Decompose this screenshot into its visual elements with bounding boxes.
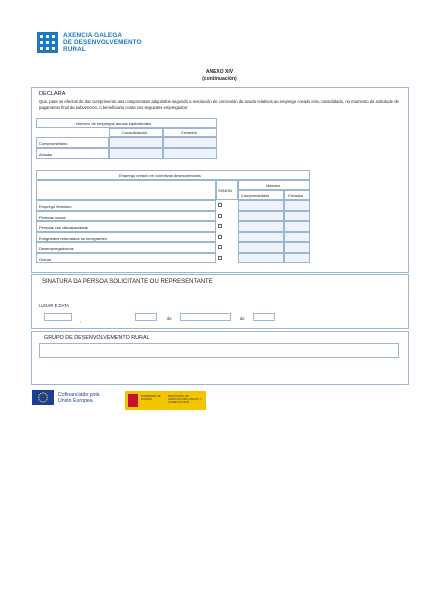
actuais-creacion-input[interactable] xyxy=(163,148,217,159)
de-label-2: de xyxy=(240,316,245,321)
table1-col2-label: Creación xyxy=(181,130,198,135)
table2-row1-label: Emprego feminino xyxy=(39,204,72,209)
declara-section xyxy=(31,87,409,273)
desempregados-checkbox[interactable] xyxy=(218,245,222,249)
spain-shield-icon xyxy=(128,394,138,407)
persoas-novas-creados-input[interactable] xyxy=(284,211,310,222)
galicia-emblem-icon xyxy=(37,32,58,53)
comprometidos-consolidacion-input[interactable] xyxy=(109,137,163,148)
desempregados-comprometidos-input[interactable] xyxy=(238,242,284,253)
table2-row5-label: Desempregados/as xyxy=(39,246,74,251)
eu-text: Cofinanciado pola Unión Europea xyxy=(58,391,100,404)
table2-row3-label: Persoas con discapacidade xyxy=(39,225,88,230)
es-text1: GOBIERNO DE ESPAÑA xyxy=(141,394,161,401)
annex-subtitle: (continuación) xyxy=(202,76,237,82)
table2-empty-head xyxy=(36,180,216,200)
outros-checkbox[interactable] xyxy=(218,256,222,260)
comprometidos-creacion-input[interactable] xyxy=(163,137,217,148)
emigrantes-comprometidos-input[interactable] xyxy=(238,232,284,243)
table2-col-comp-label: Comprometidos xyxy=(241,193,270,198)
persoas-novas-comprometidos-input[interactable] xyxy=(238,211,284,222)
annex-title: ANEXO XIV xyxy=(205,69,234,75)
table2-title: Emprego creado en colectivos desfavorecidos xyxy=(119,173,201,178)
desempregados-creados-input[interactable] xyxy=(284,242,310,253)
table2-row2-label: Persoas novas xyxy=(39,214,66,220)
actuais-consolidacion-input[interactable] xyxy=(109,148,163,159)
comma-separator: , xyxy=(80,318,82,323)
table1-row1-label: Comprometidos xyxy=(39,141,68,146)
group-section xyxy=(31,331,409,385)
outros-creados-input[interactable] xyxy=(284,253,310,264)
table1-col1-label: Consolidación xyxy=(122,130,148,135)
table2-row4-label: Emigrantes retornados ou inmigrantes xyxy=(39,235,107,241)
group-title: GRUPO DE DESENVOLVEMENTO RURAL xyxy=(44,335,150,341)
emprego-feminino-checkbox[interactable] xyxy=(218,203,222,207)
persoas-discapacidade-comprometidos-input[interactable] xyxy=(238,221,284,232)
persoas-discapacidade-checkbox[interactable] xyxy=(218,224,222,228)
agader-logo xyxy=(37,32,142,53)
table2-row6-label: Outros xyxy=(39,256,52,262)
signature-section xyxy=(31,274,409,329)
emprego-feminino-creados-input[interactable] xyxy=(284,200,310,211)
month-input[interactable] xyxy=(180,313,231,321)
declara-text: Que, para os efectos de dar cumprimento aos compromisos adquiridos segundo a resolución de concesión da axuda relativos ao emprego creado e/ou consolidado, no momento da solicitude de pagamento final da subvención, o beneficiario conta cos seguintes empregados: xyxy=(39,99,399,110)
logo-text: AXENCIA GALEGA DE DESENVOLVEMENTO RURAL xyxy=(63,32,142,53)
persoas-discapacidade-creados-input[interactable] xyxy=(284,221,310,232)
table2-col-creados-label: Creados xyxy=(288,193,304,198)
lugar-data-label: LUGAR E DATA xyxy=(39,303,70,308)
emprego-feminino-comprometidos-input[interactable] xyxy=(238,200,284,211)
table1-title: Número de empregos anuais equivalentes xyxy=(76,121,152,126)
eu-flag-icon xyxy=(32,390,54,405)
outros-comprometidos-input[interactable] xyxy=(238,253,284,264)
day-input[interactable] xyxy=(135,313,157,321)
lugar-input[interactable] xyxy=(44,313,72,321)
de-label-1: de xyxy=(167,316,172,321)
group-input[interactable] xyxy=(39,343,399,358)
table1-row2-label: Actuais xyxy=(39,152,53,157)
es-text2: MINISTERIO DE AGRICULTURA, PESCA Y ALIMENTACIÓN xyxy=(168,394,202,404)
table2-row xyxy=(36,253,216,264)
table2-col-si-label: SI/NON xyxy=(218,188,232,193)
signature-title: SINATURA DA PERSOA SOLICITANTE OU REPRESENTANTE xyxy=(42,279,213,285)
year-input[interactable] xyxy=(253,313,275,321)
persoas-novas-checkbox[interactable] xyxy=(218,214,222,218)
table2-col-num-label: Número xyxy=(266,183,281,188)
eu-logo xyxy=(32,390,100,405)
declara-title: DECLARA xyxy=(39,91,66,97)
gobierno-espana-logo xyxy=(125,391,206,410)
emigrantes-creados-input[interactable] xyxy=(284,232,310,243)
emigrantes-checkbox[interactable] xyxy=(218,235,222,239)
